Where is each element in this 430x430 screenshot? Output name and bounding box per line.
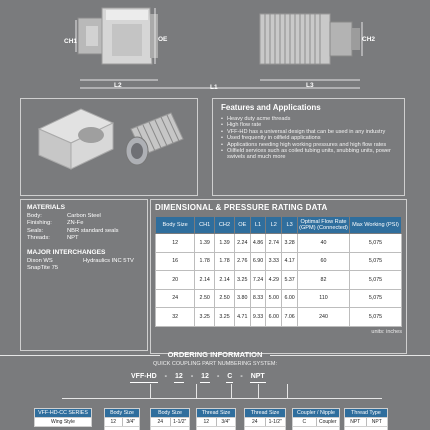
selector-body xyxy=(244,418,286,427)
table-row xyxy=(156,271,402,290)
table-cell: 3.33 xyxy=(266,252,282,271)
table-cell: 6.90 xyxy=(250,252,266,271)
table-cell: 2.74 xyxy=(266,234,282,253)
coupler-nipple-selector xyxy=(292,408,340,430)
table-header-row xyxy=(156,217,402,234)
table-cell: 24 xyxy=(156,289,195,308)
table-cell: 32 xyxy=(156,308,195,327)
selector-body xyxy=(34,418,92,427)
interchanges-title: MAJOR INTERCHANGES xyxy=(27,248,106,256)
col-header: OE xyxy=(234,217,250,234)
feature-item: • Used frequently in oilfield applications xyxy=(221,135,396,141)
selector-cell: 1-1/2" xyxy=(268,419,282,425)
selector-cell: 1-1/2" xyxy=(173,419,187,425)
material-value: ZN-Fe xyxy=(67,220,84,227)
ch1-label: CH1 xyxy=(64,38,78,45)
thread-size-selector xyxy=(244,408,286,430)
material-value: NBR standard seals xyxy=(67,227,119,234)
col-header: L2 xyxy=(266,217,282,234)
thread-size-selector xyxy=(196,408,236,430)
part-separator: - xyxy=(190,373,194,380)
table-cell: 6.00 xyxy=(266,308,282,327)
interchange-row xyxy=(27,265,141,272)
table-cell: 5,075 xyxy=(350,234,402,253)
table-cell: 8.33 xyxy=(250,289,266,308)
selector-cell: NPT xyxy=(371,419,382,425)
selector-cell: 24 xyxy=(151,418,171,426)
selector-title: Body Size xyxy=(150,408,190,418)
table-cell: 9.33 xyxy=(250,308,266,327)
table-cell: 3.28 xyxy=(282,234,298,253)
selector-cell: Wing Style xyxy=(51,419,75,425)
table-cell: 1.39 xyxy=(215,234,235,253)
selector-cell: 12 xyxy=(105,418,123,426)
table-cell: 5,075 xyxy=(350,271,402,290)
coupling-photo xyxy=(21,99,197,195)
materials-panel xyxy=(20,199,148,351)
material-row xyxy=(27,213,141,220)
selector-body xyxy=(150,418,190,427)
selector-title: Thread Type xyxy=(344,408,388,418)
interchange-item: SnapTite 75 xyxy=(27,265,59,272)
ch2-label: CH2 xyxy=(362,36,376,43)
table-cell: 2.14 xyxy=(215,271,235,290)
table-cell: 3.25 xyxy=(215,308,235,327)
table-cell: 7.06 xyxy=(282,308,298,327)
l3-label: L3 xyxy=(306,82,314,89)
selector-title: Body Size xyxy=(104,408,140,418)
table-cell: 7.24 xyxy=(250,271,266,290)
connector-line xyxy=(287,384,288,398)
connector-line xyxy=(231,384,232,398)
table-cell: 2.50 xyxy=(195,289,215,308)
material-value: Carbon Steel xyxy=(67,213,101,219)
col-header: CH1 xyxy=(195,217,215,234)
selector-title: Thread Size xyxy=(244,408,286,418)
table-cell: 12 xyxy=(156,234,195,253)
selector-cell: Coupler xyxy=(318,419,337,425)
table-cell: 5.00 xyxy=(266,289,282,308)
material-row xyxy=(27,220,141,227)
table-cell: 3.25 xyxy=(234,271,250,290)
connector-line xyxy=(196,384,197,398)
col-header: CH2 xyxy=(215,217,235,234)
interchange-row xyxy=(27,258,141,265)
dimension-table xyxy=(155,216,402,327)
col-header: Body Size xyxy=(156,217,195,234)
selector-body xyxy=(104,418,140,427)
col-header: Optimal Flow Rate (GPM) (Connected) xyxy=(298,217,350,234)
table-cell: 4.17 xyxy=(282,252,298,271)
selector-cell: 3/4" xyxy=(221,419,231,425)
table-cell: 20 xyxy=(156,271,195,290)
table-cell: 2.14 xyxy=(195,271,215,290)
table-cell: 110 xyxy=(298,289,350,308)
selector-cell: 3/4" xyxy=(126,419,136,425)
thread-type-selector xyxy=(344,408,388,430)
selector-body xyxy=(292,418,340,427)
part-thread-type: NPT xyxy=(250,373,266,383)
selector-title: VFF-HD-CC SERIES xyxy=(34,408,92,418)
part-series: VFF-HD xyxy=(130,373,158,383)
connector-line xyxy=(258,384,259,398)
features-title: Features and Applications xyxy=(221,103,321,112)
material-key: Finishing: xyxy=(27,220,52,227)
selector-body xyxy=(196,418,236,427)
series-selector xyxy=(34,408,92,427)
table-row xyxy=(156,308,402,327)
table-cell: 2.50 xyxy=(215,289,235,308)
connector-line xyxy=(62,398,382,399)
col-header: L3 xyxy=(282,217,298,234)
selector-cell: NPT xyxy=(345,418,367,426)
features-list xyxy=(221,116,396,161)
material-row xyxy=(27,235,141,242)
material-key: Threads: xyxy=(27,235,50,242)
col-header: L1 xyxy=(250,217,266,234)
part-number xyxy=(130,373,266,383)
table-title: DIMENSIONAL & PRESSURE RATING DATA xyxy=(155,203,328,212)
ordering-subtitle: QUICK COUPLING PART NUMBERING SYSTEM: xyxy=(152,361,278,367)
interchange-item: Hydraulics INC 5TV xyxy=(83,257,134,264)
body-size-selector xyxy=(150,408,190,430)
feature-item: • VFF-HD has a universal design that can be used in any industry xyxy=(221,129,396,135)
table-cell: 4.29 xyxy=(266,271,282,290)
selector-title: Thread Size xyxy=(196,408,236,418)
table-cell: 60 xyxy=(298,252,350,271)
feature-item: • High flow rate xyxy=(221,122,396,128)
table-cell: 40 xyxy=(298,234,350,253)
feature-item: • Heavy duty acme threads xyxy=(221,116,396,122)
table-cell: 5,075 xyxy=(350,308,402,327)
l2-label: L2 xyxy=(114,82,122,89)
material-key: Body: xyxy=(27,213,42,219)
selector-cell: 12 xyxy=(197,418,217,426)
part-separator: - xyxy=(164,373,168,380)
dimension-table-panel xyxy=(150,199,407,354)
table-cell: 6.00 xyxy=(282,289,298,308)
table-cell: 82 xyxy=(298,271,350,290)
table-cell: 5,075 xyxy=(350,252,402,271)
dimension-drawing xyxy=(0,0,430,95)
feature-item: • Oilfield services such as coiled tubing units, snubbing units, power swivels and much more xyxy=(221,148,396,161)
part-coupler-nipple: C xyxy=(226,373,233,383)
table-row xyxy=(156,289,402,308)
material-key: Seals: xyxy=(27,227,44,234)
table-cell: 1.78 xyxy=(195,252,215,271)
l1-label: L1 xyxy=(210,84,218,91)
selector-title: Coupler / Nipple xyxy=(292,408,340,418)
product-photo xyxy=(20,98,198,196)
selector-body xyxy=(344,418,388,427)
ordering-title: ORDERING INFORMATION xyxy=(167,350,263,359)
table-cell: 5,075 xyxy=(350,289,402,308)
interchange-item: Dixon WS xyxy=(27,257,53,264)
part-body-size: 12 xyxy=(174,373,184,383)
table-cell: 2.24 xyxy=(234,234,250,253)
table-cell: 3.80 xyxy=(234,289,250,308)
connector-line xyxy=(150,384,151,398)
table-row xyxy=(156,234,402,253)
part-thread-size: 12 xyxy=(200,373,210,383)
table-cell: 5.37 xyxy=(282,271,298,290)
selector-cell: 24 xyxy=(245,418,266,426)
material-value: NPT xyxy=(67,235,79,242)
table-cell: 4.71 xyxy=(234,308,250,327)
table-cell: 16 xyxy=(156,252,195,271)
features-panel xyxy=(212,98,405,196)
table-cell: 2.76 xyxy=(234,252,250,271)
body-size-selector xyxy=(104,408,140,430)
oe-label: OE xyxy=(158,36,168,43)
materials-title: MATERIALS xyxy=(27,204,65,211)
table-cell: 240 xyxy=(298,308,350,327)
table-row xyxy=(156,252,402,271)
units-note: units: inches xyxy=(371,328,402,335)
coupler-nipple-drawing xyxy=(0,0,430,95)
table-cell: 1.39 xyxy=(195,234,215,253)
selector-cell: C xyxy=(293,418,317,426)
col-header: Max Working (PSI) xyxy=(350,217,402,234)
table-cell: 4.86 xyxy=(250,234,266,253)
table-cell: 1.78 xyxy=(215,252,235,271)
feature-item: • Applications needing high working pressures and high flow rates xyxy=(221,142,396,148)
part-separator: - xyxy=(240,373,243,380)
part-separator: - xyxy=(216,373,220,380)
table-cell: 3.25 xyxy=(195,308,215,327)
material-row xyxy=(27,228,141,235)
